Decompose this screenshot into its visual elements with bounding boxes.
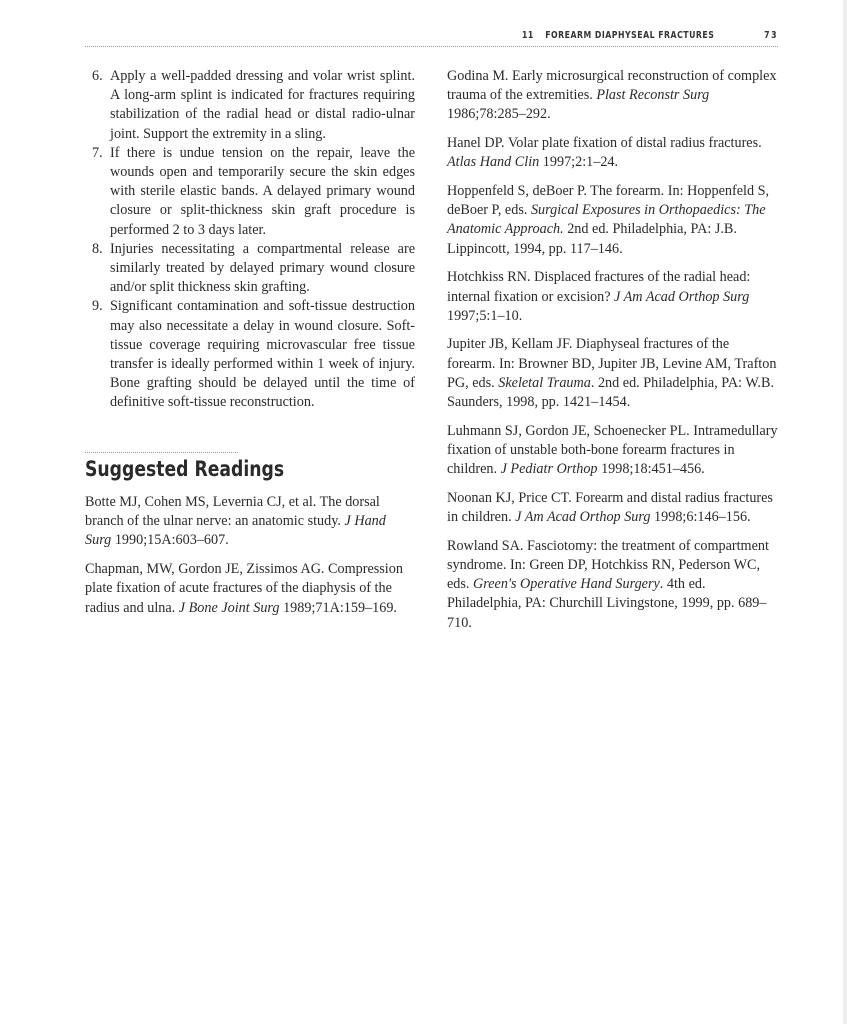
reference-journal: Atlas Hand Clin [447,154,540,171]
reference-item [85,560,415,618]
reference-citation: 1998;18:451–456. [597,461,705,478]
reference-citation: 2nd ed. Philadelphia, PA: J.B. Lippincott, 1994, pp. 117–146. [447,221,737,257]
reference-item [447,422,779,480]
step-number: 8. [92,240,103,257]
reference-text: Noonan KJ, Price CT. Forearm and distal radius fractures in children. [447,489,773,526]
procedure-steps [85,67,415,413]
reference-citation: 1997;5:1–10. [447,307,523,324]
reference-journal: Surgical Exposures in Orthopaedics: The Anatomic Approach. [447,202,766,238]
reference-list-right [447,67,779,633]
step-text: If there is undue tension on the repair, leave the wounds open and temporarily secure the skin edges with sterile elastic bands. A delayed primary wound closure or split-thickness skin graft procedure is performed 2 to 3 days later. [110,144,415,238]
reference-text: Hanel DP. Volar plate fixation of distal radius fractures. [447,135,762,152]
reference-citation: . 4th ed. Philadelphia, PA: Churchill Livingstone, 1999, pp. 689–710. [447,576,767,631]
step-item [85,297,415,412]
reference-item [447,67,779,125]
step-text: Injuries necessitating a compartmental release are similarly treated by delayed primary wound closure and/or split thickness skin grafting. [110,240,415,296]
reference-item [447,335,779,412]
step-item [85,144,415,240]
reference-citation: 1989;71A:159–169. [279,599,397,616]
reference-text: Rowland SA. Fasciotomy: the treatment of compartment syndrome. In: Green DP, Hotchkiss RN, Pederson WC, eds. [447,537,769,593]
section-title: Suggested Readings [85,457,285,481]
reference-text: Botte MJ, Cohen MS, Levernia CJ, et al. The dorsal branch of the ulnar nerve: an anatomic study. [85,494,380,530]
suggested-readings-section [85,452,415,627]
reference-item [447,537,779,633]
reference-item [85,493,415,551]
step-item [85,67,415,144]
step-text: Apply a well-padded dressing and volar wrist splint. A long-arm splint is indicated for fractures requiring stabilization of the radial head or distal radio-ulnar joint. Support the extremity in a sling. [110,68,415,142]
reference-item [447,489,779,527]
reference-citation: . 2nd ed. Philadelphia, PA: W.B. Saunders, 1998, pp. 1421–1454. [447,374,774,411]
running-head [85,28,778,48]
reference-journal: Plast Reconstr Surg [596,87,710,104]
reference-journal: Skeletal Trauma [498,374,591,391]
step-text: Significant contamination and soft-tissue destruction may also necessitate a delay in wound closure. Soft-tissue coverage requiring microvascular free tissue transfer is ideally performed within 1 week of injury. Bone grafting should be delayed until the time of definitive soft-tissue reconstruction. [110,298,415,411]
reference-text: Chapman, MW, Gordon JE, Zissimos AG. Compression plate fixation of acute fractures of the diaphysis of the radius and ulna. [85,561,403,616]
chapter-number: 11 [522,30,534,41]
reference-text: Godina M. Early microsurgical reconstruction of complex trauma of the extremities. [447,68,777,104]
step-number: 6. [92,68,103,84]
reference-item [447,268,779,326]
chapter-title: FOREARM DIAPHYSEAL FRACTURES [545,30,715,41]
reference-journal: J Am Acad Orthop Surg [614,288,750,305]
reference-text: Jupiter JB, Kellam JF. Diaphyseal fractures of the forearm. In: Browner BD, Jupiter JB, Levine AM, Trafton PG, eds. [447,336,777,391]
reference-citation: 1990;15A:603–607. [111,532,229,549]
reference-citation: 1986;78:285–292. [447,106,551,123]
reference-text: Luhmann SJ, Gordon JE, Schoenecker PL. Intramedullary fixation of unstable both-bone forearm fractures in children. [447,422,778,478]
reference-item [447,134,779,172]
reference-item [447,182,779,259]
reference-journal: J Am Acad Orthop Surg [515,509,651,526]
page-edge [843,0,847,1024]
chapter-heading [522,30,714,41]
reference-citation: 1997;2:1–24. [539,154,619,171]
right-column [447,67,779,642]
reference-list-left [85,493,415,618]
page-number: 73 [763,30,778,41]
step-item [85,240,415,298]
reference-journal: J Pediatr Orthop [500,461,598,478]
step-number: 7. [92,144,103,161]
reference-text: Hoppenfeld S, deBoer P. The forearm. In: Hoppenfeld S, deBoer P, eds. [447,183,770,219]
section-divider [85,452,238,453]
step-number: 9. [92,298,103,315]
reference-journal: Green's Operative Hand Surgery [473,576,660,593]
reference-citation: 1998;6:146–156. [650,509,751,526]
reference-journal: J Bone Joint Surg [178,599,280,616]
reference-text: Hotchkiss RN. Displaced fractures of the radial head: internal fixation or excision? [447,269,751,305]
reference-journal: J Hand Surg [85,513,386,549]
header-divider [85,46,778,47]
left-column [85,67,415,413]
